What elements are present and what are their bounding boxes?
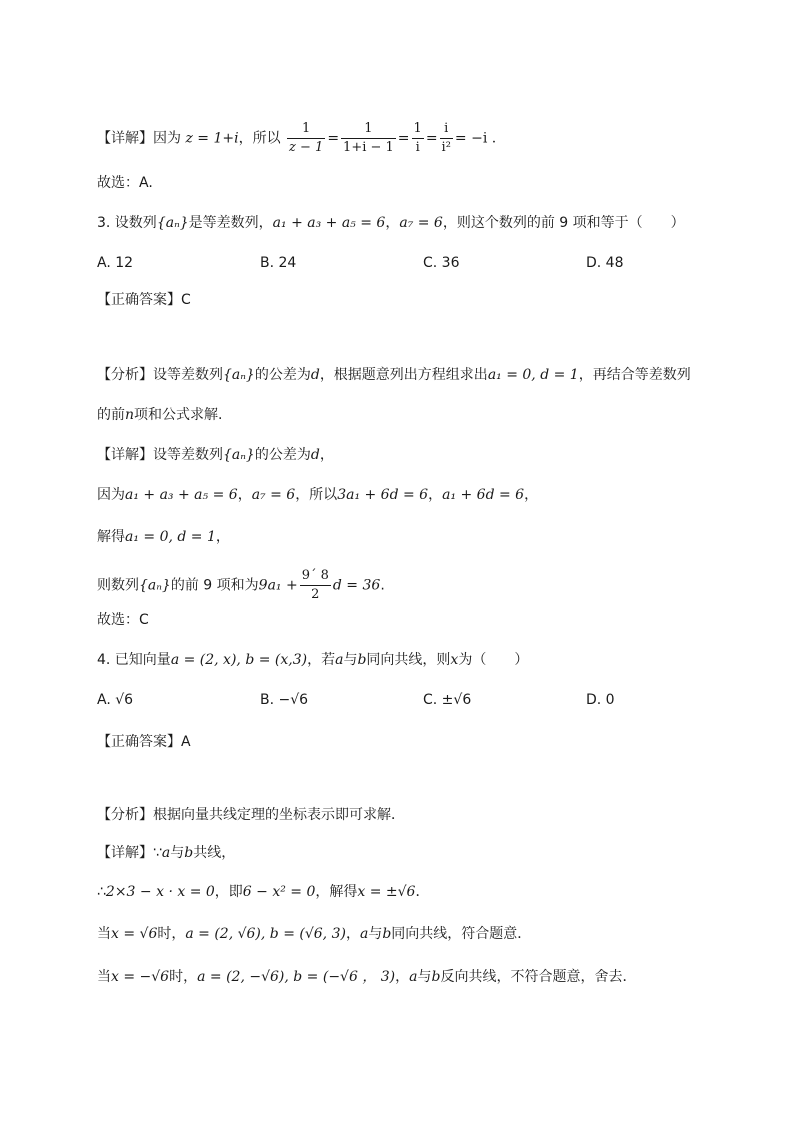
equation: 2×3 − x · x = 0 (105, 884, 215, 900)
text: 3. 设数列 (97, 215, 157, 231)
text: ，根据题意列出方程组求出 (319, 367, 488, 383)
q4-choice-b: B. −√6 (260, 692, 309, 708)
text: ， (237, 487, 252, 503)
text: 同向共线，则 (366, 652, 451, 668)
text: ， (319, 447, 334, 463)
equation: {aₙ} (156, 215, 189, 231)
q3-detail-line-3 (97, 527, 230, 547)
text: 的前 9 项和为 (170, 577, 259, 594)
detail-tag: 【详解】 (97, 130, 153, 147)
equation: d (310, 367, 320, 383)
fraction: $\frac{i}{\text{i²}}$ (441, 121, 451, 155)
equation: a₁ + a₃ + a₅ = 6 (125, 487, 238, 503)
equation: 6 − x² = 0 (242, 884, 316, 900)
text: 与 (343, 652, 358, 668)
detail-line-1: 【详解】因为 z = 1+i，所以 $\frac{1}{z - 1}$ = $\frac{1}{1+i - 1}$ = $\frac{1}{i}$ = $\frac{i}{\text{i²}}$ = −i . (97, 121, 497, 155)
text: 项和公式求解. (134, 407, 223, 423)
text: 是等差数列， (188, 215, 273, 231)
text: . (380, 577, 385, 594)
equation: a = (2, x), b = (x,3) (170, 652, 308, 668)
text: ，再结合等差数列 (578, 367, 691, 383)
equation: a (335, 652, 344, 668)
q4-detail-line-1 (97, 843, 235, 863)
equation: x = √6 (111, 926, 158, 942)
q4-correct-answer: 【正确答案】A (97, 734, 191, 750)
text: ，所以 (238, 130, 281, 147)
q3-detail-line-1 (97, 445, 334, 465)
equation: a₁ + a₃ + a₅ = 6 (272, 215, 386, 231)
q3-choice-a: A. 12 (97, 255, 134, 271)
equation: a (409, 969, 418, 985)
text: 与 (170, 845, 185, 861)
q4-detail-line-4 (97, 967, 636, 987)
q4-detail-line-2 (97, 882, 429, 902)
q3-choice-b: B. 24 (260, 255, 297, 271)
text: 则数列 (97, 577, 139, 594)
equation: {aₙ} (223, 367, 255, 383)
text: 因为 (153, 130, 181, 147)
q3-choice-d: D. 48 (586, 255, 624, 271)
text: 时， (169, 969, 198, 985)
text: 4. 已知向量 (97, 652, 171, 668)
text: 与 (417, 969, 432, 985)
fraction: $\frac{1}{z - 1}$ (289, 121, 324, 155)
text: 当 (97, 969, 111, 985)
text: ，所以 (295, 487, 338, 503)
equation: a = (2, √6), b = (√6, 3) (185, 926, 346, 942)
detail-tag: 【详解】 (97, 845, 153, 861)
equation: d = 36 (332, 577, 381, 594)
text: ∴ (97, 884, 106, 900)
text: 的公差为 (254, 367, 311, 383)
equation: a (359, 926, 369, 942)
fraction: $\frac{1}{1+i - 1}$ (343, 121, 394, 155)
equation: 3a₁ + 6d = 6 (337, 487, 429, 503)
text: ， (345, 926, 360, 942)
equation: a₇ = 6 (251, 487, 296, 503)
equation: x = −√6 (111, 969, 170, 985)
text: 因为 (97, 487, 125, 503)
equation: a (161, 845, 171, 861)
text: 时， (157, 926, 186, 942)
text: 同向共线，符合题意． (391, 926, 532, 942)
text: ， (524, 487, 539, 503)
detail-tag: 【详解】 (97, 447, 153, 463)
q3-correct-answer: 【正确答案】C (97, 292, 191, 308)
text: ， (428, 487, 443, 503)
equation: b (357, 652, 367, 668)
text: ∵ (153, 845, 162, 861)
fraction: $\frac{1}{i}$ (413, 121, 422, 155)
text: ，则这个数列的前 9 项和等于（ ） (442, 215, 685, 231)
analysis-tag: 【分析】 (97, 367, 153, 383)
equation: a₁ + 6d = 6 (442, 487, 525, 503)
fraction: $\frac{9´ 8}{2}$ (301, 568, 329, 602)
q4-stem (97, 650, 528, 670)
q3-analysis-line-1 (97, 365, 691, 385)
text: ， (385, 215, 400, 231)
text: ， (215, 529, 230, 545)
equation: x = ±√6 (357, 884, 416, 900)
q3-detail-line-4 (97, 567, 385, 604)
equation: {aₙ} (223, 447, 255, 463)
text: 为（ ） (458, 652, 529, 668)
q4-analysis (97, 805, 405, 825)
equation: a₁ = 0, d = 1 (487, 367, 579, 383)
equation: 9a₁ + (258, 577, 298, 594)
equation: a = (2, −√6), b = (−√6 ， 3) (197, 969, 396, 985)
text: ，若 (307, 652, 336, 668)
text: 与 (368, 926, 383, 942)
equation: b (431, 969, 441, 985)
equation: z = 1+i (185, 130, 239, 147)
equation: a₁ = 0, d = 1 (125, 529, 216, 545)
q4-choice-d: D. 0 (586, 692, 615, 708)
text: 根据向量共线定理的坐标表示即可求解． (153, 807, 405, 823)
q3-choice-c: C. 36 (423, 255, 460, 271)
equation: a₇ = 6 (399, 215, 443, 231)
q4-choice-a: A. √6 (97, 692, 134, 708)
equation: b (184, 845, 194, 861)
text: ，即 (214, 884, 243, 900)
analysis-tag: 【分析】 (97, 807, 153, 823)
equation: {aₙ} (139, 577, 171, 594)
text: 的前 (97, 407, 125, 423)
answer-line: 故选：A. (97, 175, 153, 191)
text: ，解得 (315, 884, 358, 900)
text: 设等差数列 (153, 367, 223, 383)
text: 共线， (193, 845, 236, 861)
q4-choice-c: C. ±√6 (423, 692, 472, 708)
text: ． (415, 884, 430, 900)
equation: b (382, 926, 392, 942)
equation: x (450, 652, 459, 668)
text: 的公差为 (254, 447, 311, 463)
q3-analysis-line-2 (97, 405, 222, 425)
q4-detail-line-3 (97, 924, 531, 944)
text: 设等差数列 (153, 447, 223, 463)
equation: n (125, 407, 135, 423)
q3-answer: 故选：C (97, 612, 149, 628)
text: 当 (97, 926, 111, 942)
equation: = −i . (454, 130, 497, 147)
text: 反向共线，不符合题意，舍去． (440, 969, 637, 985)
equation: d (310, 447, 320, 463)
q3-stem (97, 213, 685, 233)
text: ， (395, 969, 410, 985)
text: 解得 (97, 529, 125, 545)
q3-detail-line-2 (97, 485, 538, 505)
